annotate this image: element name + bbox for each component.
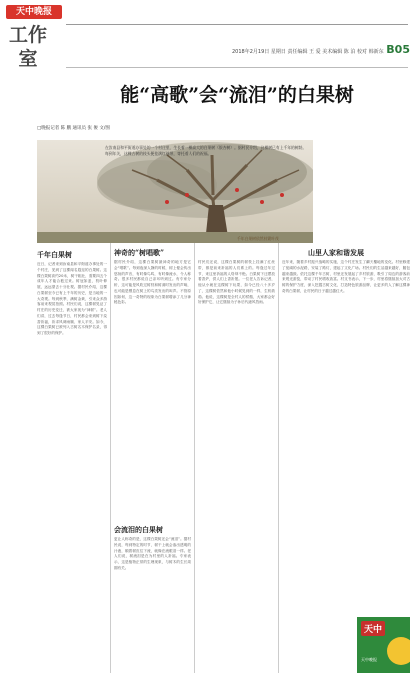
ad-graphic (387, 637, 410, 665)
top-rule (66, 24, 408, 25)
right-middle-column-text: 村民们还说，这棵白果树的树枝上挂满了红丝带，都是前来祈福的人们系上的。每逢过年过节，来这里祈福的人络绎不绝。白果树下还摆放着香炉，供人们上香祈愿。一位老人告诉记者，他从小就在这棵树下玩耍，如今已经八十多岁了，这棵树依然和他小时候见到的一样，生机勃勃。他说，这棵树是全村人的骄傲，大家都会好好保护它，让它继续为子孙后代遮风挡雨。 (198, 260, 275, 305)
header-meta: 2018年2月19日 星期日 责任编辑 王 爱 美术编辑 陈 泊 校对 韩新东 (232, 49, 384, 55)
ad-title: 天中 (361, 621, 385, 636)
middle-column-heading-2: 会流泪的白果树 (114, 525, 163, 534)
page-number: B05 (386, 43, 410, 56)
column-divider-2 (194, 243, 195, 673)
header-divider (66, 67, 408, 68)
ad-box[interactable] (357, 617, 410, 673)
photo-caption: 千年白果树依然枝繁叶茂 (237, 236, 279, 241)
column-divider-3 (278, 243, 279, 673)
right-column-heading: 山里人家和谐发展 (308, 248, 364, 257)
right-column-text: 近年来，随着乡村振兴战略的实施，这个村庄发生了翻天覆地的变化。村里修建了宽阔的水泥路，安装了路灯，建起了文化广场。村民们的生活越来越好，腰包越来越鼓。依托这棵千年古树，村里还发展起了乡村旅游，吸引了周边的游客前来观光游览，带动了村民增收致富。村支书表示，下一步，村里将继续加大对古树的保护力度，深入挖掘古树文化，打造特色旅游品牌，让更多的人了解这棵神奇的白果树，让村民的日子越过越红火。 (282, 260, 410, 293)
section-label: 工作室 (8, 24, 47, 70)
newspaper-logo: 天中晚报 (6, 5, 62, 19)
column-divider-1 (110, 243, 111, 673)
byline: □晚报记者 陈 鹏 通讯员 张 俊 文/图 (37, 126, 110, 131)
middle-column-text-2: 更让人称奇的是，这棵白果树还会“流泪”。据村民说，每到特定的时节，树干上就会渗出透明的汁液，顺着树皮往下流，就像在流眼泪一样。老人们说，树流泪是在为村里的人祈福。专家表示，这是植物正常的生理现象，与树木的生长周期有关。 (114, 537, 191, 570)
ad-text: 天中晚报 (361, 657, 377, 662)
left-column-heading: 千年白果树 (37, 250, 72, 259)
intro-paragraph: 在汝南县和平街道办事处的一个村庄里，生长着一棵高大的白果树（银杏树）。据村民介绍，这棵树已有上千年的树龄。每到年关，这棵古树的枝头便挂满红丝带，寄托着人们的祝福。 (105, 145, 307, 156)
middle-column-heading-1: 神奇的“树唱歌” (114, 248, 165, 257)
left-column-text: 近日，记者来到汝南县和平街道办事处的一个村庄，见到了这棵闻名遐迩的白果树。这棵白果树高约20米，树干粗壮，需要四五个成年人才能合抱过来。树冠如盖，枝叶伸展，远远望去十分壮观。据村民介绍，这棵白果树至今已有上千年的历史，是当地的一大奇观。每到秋季，满树金黄，引来众多游客前来观赏拍照。村民们说，这棵树见证了村庄的历史变迁，被大家视为“神树”。老人们讲，过去每逢节日，村民都会来到树下烧香祈福，祈求风调雨顺、家人平安。如今，这棵白果树已被列入古树名木保护名录，得到了很好的保护。 (37, 262, 107, 335)
headline: 能“高歌”会“流泪”的白果树 (120, 84, 354, 106)
middle-column-text-1: 据村民介绍，这棵白果树最神奇的地方是它会“唱歌”。每到夜深人静的时候，树上便会传出悠扬的声音，有时像鸟鸣，有时像流水，令人称奇。很多村民都说自己亲耳听到过。有专家分析，这可能是风吹过树枝和树洞时发出的声响，也可能是栖息在树上的鸟类发出的叫声。不管原因如何，这一奇特的现象为白果树增添了几分神秘色彩。 (114, 260, 191, 305)
